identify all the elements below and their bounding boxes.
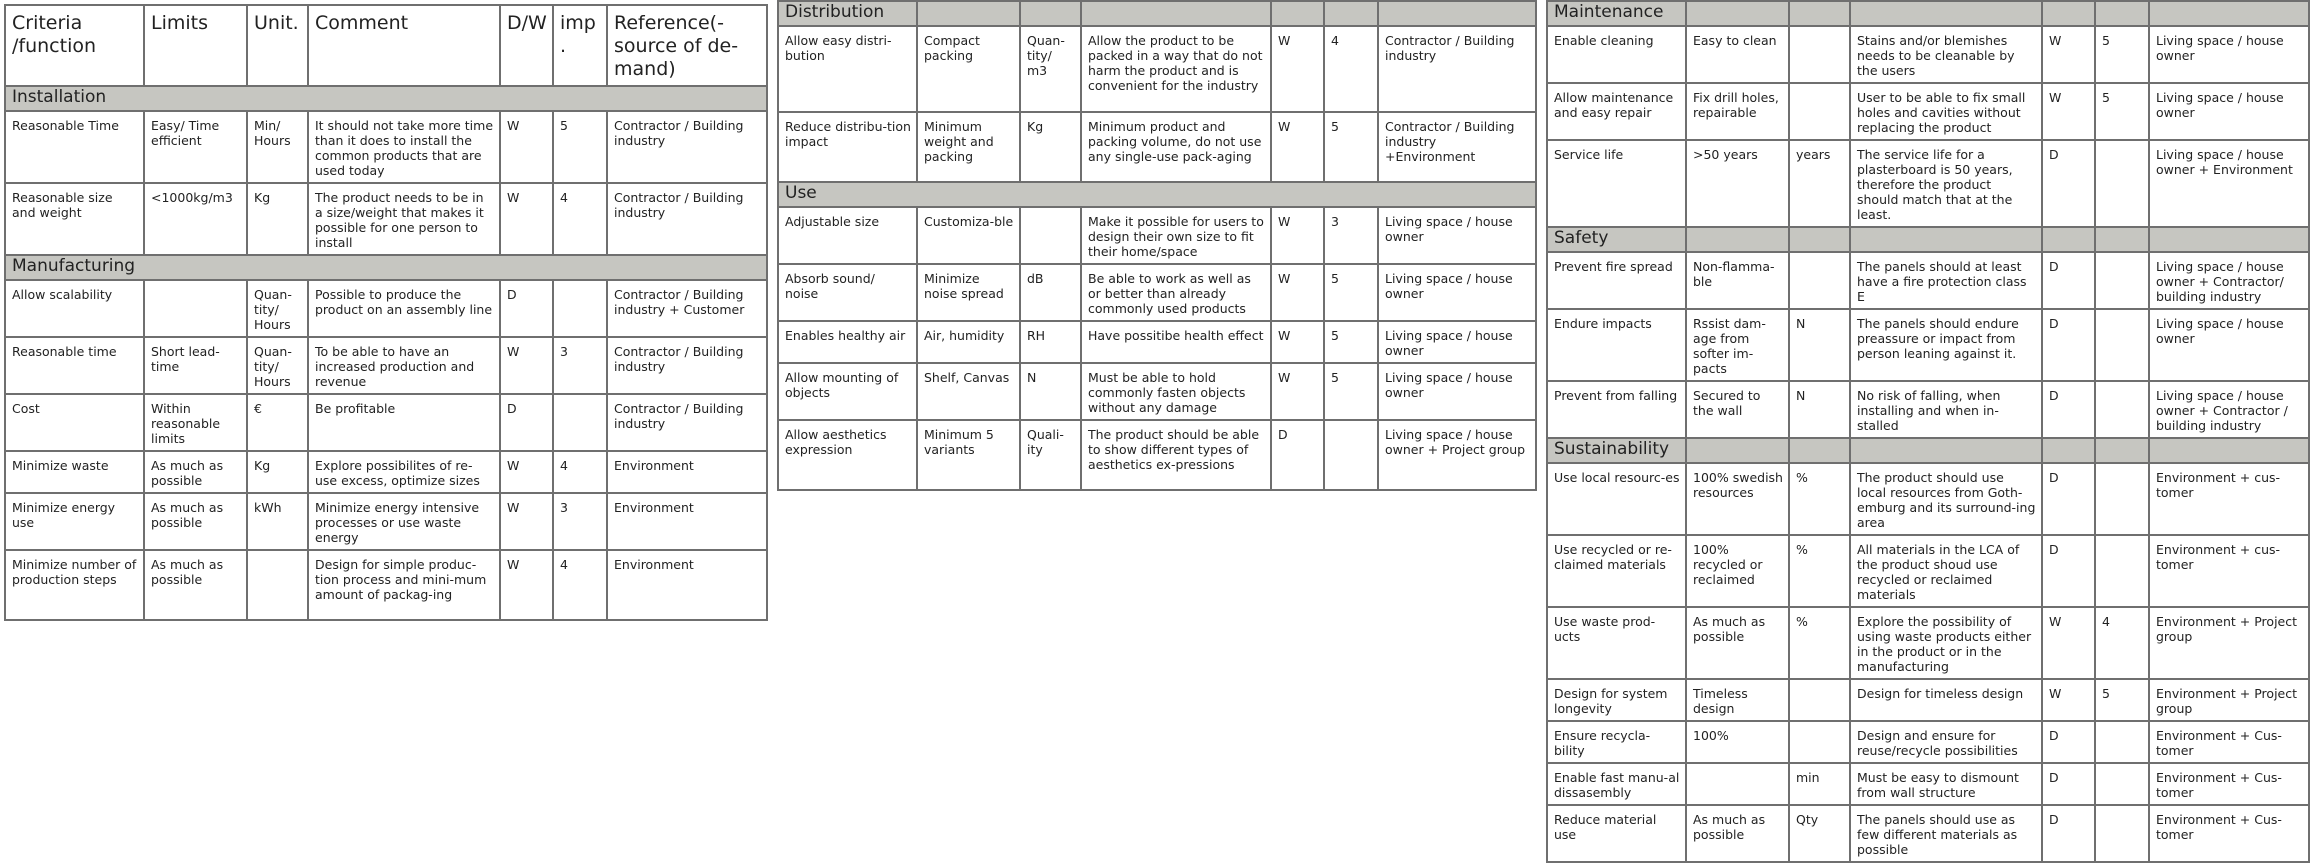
- cell-dw: D: [2042, 535, 2095, 607]
- cell-unit: %: [1789, 607, 1850, 679]
- cell-limits: Secured to the wall: [1686, 381, 1789, 438]
- cell-dw: W: [2042, 679, 2095, 721]
- table-row: [1547, 381, 2309, 438]
- cell-importance: [2095, 763, 2149, 805]
- header-row: [5, 5, 767, 86]
- cell-reference: Contractor / Building industry: [607, 394, 767, 451]
- cell-dw: D: [500, 394, 553, 451]
- cell-dw: D: [2042, 805, 2095, 862]
- cell-importance: 5: [1324, 112, 1378, 182]
- cell-comment: Explore possibilites of re-use excess, optimize sizes: [308, 451, 500, 493]
- requirements-table-panel-1: [4, 4, 768, 621]
- cell-reference: Living space / house owner: [2149, 26, 2309, 83]
- cell-reference: Living space / house owner: [2149, 309, 2309, 381]
- cell-importance: 5: [2095, 679, 2149, 721]
- cell-comment: Design and ensure for reuse/recycle possibilities: [1850, 721, 2042, 763]
- table-row: [1547, 763, 2309, 805]
- cell-unit: Kg: [247, 183, 308, 255]
- cell-unit: Quan-tity/ Hours: [247, 280, 308, 337]
- cell-unit: Qty: [1789, 805, 1850, 862]
- cell-limits: Fix drill holes, repairable: [1686, 83, 1789, 140]
- cell-dw: W: [500, 451, 553, 493]
- cell-dw: W: [1271, 207, 1324, 264]
- table-row: [1547, 607, 2309, 679]
- cell-dw: W: [2042, 26, 2095, 83]
- cell-importance: 5: [1324, 363, 1378, 420]
- cell-unit: [1789, 679, 1850, 721]
- cell-criteria: Use waste prod-ucts: [1547, 607, 1686, 679]
- cell-unit: [247, 550, 308, 620]
- cell-dw: D: [2042, 721, 2095, 763]
- cell-limits: Minimize noise spread: [917, 264, 1020, 321]
- cell-dw: W: [500, 111, 553, 183]
- table-row: [5, 550, 767, 620]
- header-reference: Reference(-source of de-mand): [607, 5, 767, 86]
- cell-limits: >50 years: [1686, 140, 1789, 227]
- cell-dw: W: [1271, 112, 1324, 182]
- cell-limits: Easy/ Time efficient: [144, 111, 247, 183]
- cell-limits: As much as possible: [1686, 805, 1789, 862]
- cell-reference: Environment: [607, 493, 767, 550]
- cell-dw: D: [2042, 309, 2095, 381]
- table-row: [5, 111, 767, 183]
- cell-importance: [2095, 140, 2149, 227]
- cell-importance: 4: [2095, 607, 2149, 679]
- cell-reference: Contractor / Building industry +Environment: [1378, 112, 1536, 182]
- cell-criteria: Reduce distribu-tion impact: [778, 112, 917, 182]
- table-row: [1547, 721, 2309, 763]
- cell-unit: Quan-tity/ m3: [1020, 26, 1081, 112]
- section-title: Manufacturing: [5, 255, 767, 280]
- cell-unit: [1789, 721, 1850, 763]
- cell-dw: W: [500, 493, 553, 550]
- cell-unit: [1789, 252, 1850, 309]
- table-row: [778, 207, 1536, 264]
- cell-dw: W: [1271, 321, 1324, 363]
- cell-criteria: Enables healthy air: [778, 321, 917, 363]
- cell-limits: Within reasonable limits: [144, 394, 247, 451]
- cell-comment: Stains and/or blemishes needs to be cleanable by the users: [1850, 26, 2042, 83]
- table-row: [1547, 679, 2309, 721]
- cell-criteria: Ensure recycla-bility: [1547, 721, 1686, 763]
- cell-importance: 5: [2095, 26, 2149, 83]
- cell-limits: Easy to clean: [1686, 26, 1789, 83]
- cell-criteria: Allow scalability: [5, 280, 144, 337]
- cell-importance: [553, 394, 607, 451]
- cell-reference: Contractor / Building industry + Customer: [607, 280, 767, 337]
- cell-reference: Living space / house owner + Contractor / building industry: [2149, 381, 2309, 438]
- cell-importance: [1324, 420, 1378, 490]
- section-header-sustainability: [1547, 438, 2309, 463]
- cell-criteria: Enable fast manu-al dissasembly: [1547, 763, 1686, 805]
- cell-comment: No risk of falling, when installing and when in-stalled: [1850, 381, 2042, 438]
- cell-comment: Allow the product to be packed in a way that do not harm the product and is convenient for the industry: [1081, 26, 1271, 112]
- cell-importance: 5: [1324, 321, 1378, 363]
- cell-comment: Must be able to hold commonly fasten objects without any damage: [1081, 363, 1271, 420]
- cell-limits: Shelf, Canvas: [917, 363, 1020, 420]
- cell-limits: 100% swedish resources: [1686, 463, 1789, 535]
- cell-unit: %: [1789, 535, 1850, 607]
- cell-reference: Environment + Cus-tomer: [2149, 805, 2309, 862]
- cell-unit: N: [1789, 309, 1850, 381]
- cell-criteria: Allow maintenance and easy repair: [1547, 83, 1686, 140]
- cell-importance: 5: [2095, 83, 2149, 140]
- table-row: [778, 112, 1536, 182]
- cell-importance: 3: [1324, 207, 1378, 264]
- cell-limits: As much as possible: [144, 493, 247, 550]
- cell-criteria: Adjustable size: [778, 207, 917, 264]
- header-importance: imp.: [553, 5, 607, 86]
- cell-criteria: Use local resourc-es: [1547, 463, 1686, 535]
- cell-importance: 4: [553, 550, 607, 620]
- cell-reference: Environment + Cus-tomer: [2149, 763, 2309, 805]
- cell-comment: The panels should at least have a fire protection class E: [1850, 252, 2042, 309]
- cell-reference: Environment + Project group: [2149, 679, 2309, 721]
- cell-dw: D: [2042, 763, 2095, 805]
- cell-importance: [2095, 721, 2149, 763]
- cell-unit: €: [247, 394, 308, 451]
- cell-importance: 4: [553, 451, 607, 493]
- cell-dw: D: [2042, 252, 2095, 309]
- cell-importance: [2095, 252, 2149, 309]
- header-comment: Comment: [308, 5, 500, 86]
- cell-importance: 5: [1324, 264, 1378, 321]
- requirements-table-1: [4, 4, 768, 621]
- cell-criteria: Use recycled or re-claimed materials: [1547, 535, 1686, 607]
- cell-dw: W: [1271, 26, 1324, 112]
- cell-limits: [144, 280, 247, 337]
- cell-limits: Non-flamma-ble: [1686, 252, 1789, 309]
- cell-importance: 4: [553, 183, 607, 255]
- cell-criteria: Minimize waste: [5, 451, 144, 493]
- cell-comment: To be able to have an increased production and revenue: [308, 337, 500, 394]
- cell-limits: Minimum weight and packing: [917, 112, 1020, 182]
- cell-criteria: Design for system longevity: [1547, 679, 1686, 721]
- cell-reference: Environment + cus-tomer: [2149, 463, 2309, 535]
- cell-reference: Environment + Cus-tomer: [2149, 721, 2309, 763]
- cell-criteria: Endure impacts: [1547, 309, 1686, 381]
- cell-dw: D: [2042, 140, 2095, 227]
- table-row: [5, 451, 767, 493]
- cell-criteria: Reduce material use: [1547, 805, 1686, 862]
- table-row: [778, 363, 1536, 420]
- cell-criteria: Enable cleaning: [1547, 26, 1686, 83]
- cell-unit: N: [1020, 363, 1081, 420]
- cell-reference: Contractor / Building industry: [1378, 26, 1536, 112]
- cell-limits: 100% recycled or reclaimed: [1686, 535, 1789, 607]
- cell-dw: W: [2042, 83, 2095, 140]
- cell-criteria: Minimize number of production steps: [5, 550, 144, 620]
- cell-dw: W: [500, 337, 553, 394]
- table-row: [778, 321, 1536, 363]
- cell-criteria: Allow mounting of objects: [778, 363, 917, 420]
- cell-criteria: Prevent from falling: [1547, 381, 1686, 438]
- cell-unit: [1789, 26, 1850, 83]
- table-row: [1547, 140, 2309, 227]
- section-header-installation: [5, 86, 767, 111]
- table-row: [1547, 535, 2309, 607]
- section-header-distribution: [778, 1, 1536, 26]
- cell-comment: All materials in the LCA of the product shoud use recycled or reclaimed materials: [1850, 535, 2042, 607]
- cell-dw: D: [2042, 381, 2095, 438]
- cell-limits: Rssist dam-age from softer im-pacts: [1686, 309, 1789, 381]
- cell-reference: Living space / house owner + Project group: [1378, 420, 1536, 490]
- cell-comment: Possible to produce the product on an assembly line: [308, 280, 500, 337]
- table-row: [1547, 309, 2309, 381]
- cell-reference: Contractor / Building industry: [607, 337, 767, 394]
- cell-dw: W: [1271, 264, 1324, 321]
- cell-dw: D: [2042, 463, 2095, 535]
- table-row: [778, 264, 1536, 321]
- cell-comment: The product should use local resources from Goth-emburg and its surround-ing area: [1850, 463, 2042, 535]
- cell-limits: [1686, 763, 1789, 805]
- header-limits: Limits: [144, 5, 247, 86]
- cell-dw: W: [500, 550, 553, 620]
- table-row: [778, 420, 1536, 490]
- cell-reference: Living space / house owner: [1378, 363, 1536, 420]
- cell-limits: Air, humidity: [917, 321, 1020, 363]
- cell-unit: years: [1789, 140, 1850, 227]
- cell-unit: Quali-ity: [1020, 420, 1081, 490]
- cell-reference: Environment + Project group: [2149, 607, 2309, 679]
- cell-limits: 100%: [1686, 721, 1789, 763]
- table-row: [1547, 463, 2309, 535]
- cell-limits: Customiza-ble: [917, 207, 1020, 264]
- cell-unit: kWh: [247, 493, 308, 550]
- requirements-table-panel-2: [777, 0, 1537, 491]
- requirements-table-3: [1546, 0, 2310, 863]
- section-title: Distribution: [778, 1, 917, 26]
- cell-reference: Environment + cus-tomer: [2149, 535, 2309, 607]
- cell-reference: Living space / house owner: [2149, 83, 2309, 140]
- cell-criteria: Absorb sound/ noise: [778, 264, 917, 321]
- cell-criteria: Reasonable size and weight: [5, 183, 144, 255]
- cell-importance: [2095, 309, 2149, 381]
- cell-importance: [2095, 381, 2149, 438]
- header-unit: Unit.: [247, 5, 308, 86]
- cell-reference: Living space / house owner: [1378, 207, 1536, 264]
- cell-importance: 3: [553, 493, 607, 550]
- cell-comment: Have possitibe health effect: [1081, 321, 1271, 363]
- cell-comment: The product should be able to show different types of aesthetics ex-pressions: [1081, 420, 1271, 490]
- cell-unit: [1789, 83, 1850, 140]
- cell-comment: Must be easy to dismount from wall structure: [1850, 763, 2042, 805]
- cell-dw: D: [500, 280, 553, 337]
- cell-comment: The product needs to be in a size/weight that makes it possible for one person to install: [308, 183, 500, 255]
- cell-criteria: Cost: [5, 394, 144, 451]
- table-row: [1547, 26, 2309, 83]
- cell-limits: As much as possible: [1686, 607, 1789, 679]
- cell-limits: Timeless design: [1686, 679, 1789, 721]
- cell-comment: The panels should endure preassure or impact from person leaning against it.: [1850, 309, 2042, 381]
- cell-criteria: Allow easy distri-bution: [778, 26, 917, 112]
- cell-reference: Living space / house owner: [1378, 264, 1536, 321]
- cell-dw: W: [2042, 607, 2095, 679]
- cell-reference: Contractor / Building industry: [607, 183, 767, 255]
- table-row: [778, 26, 1536, 112]
- table-row: [5, 183, 767, 255]
- section-header-use: [778, 182, 1536, 207]
- cell-unit: Kg: [1020, 112, 1081, 182]
- cell-comment: The panels should use as few different materials as possible: [1850, 805, 2042, 862]
- cell-unit: [1020, 207, 1081, 264]
- cell-dw: W: [500, 183, 553, 255]
- cell-reference: Living space / house owner + Environment: [2149, 140, 2309, 227]
- requirements-table-2: [777, 0, 1537, 491]
- cell-comment: Be profitable: [308, 394, 500, 451]
- cell-limits: As much as possible: [144, 451, 247, 493]
- cell-unit: N: [1789, 381, 1850, 438]
- table-row: [5, 337, 767, 394]
- cell-importance: 5: [553, 111, 607, 183]
- cell-comment: Minimum product and packing volume, do not use any single-use pack-aging: [1081, 112, 1271, 182]
- cell-reference: Living space / house owner: [1378, 321, 1536, 363]
- cell-criteria: Reasonable Time: [5, 111, 144, 183]
- cell-importance: 3: [553, 337, 607, 394]
- cell-unit: min: [1789, 763, 1850, 805]
- cell-unit: %: [1789, 463, 1850, 535]
- cell-comment: Design for timeless design: [1850, 679, 2042, 721]
- table-row: [5, 493, 767, 550]
- cell-criteria: Minimize energy use: [5, 493, 144, 550]
- cell-unit: Quan-tity/ Hours: [247, 337, 308, 394]
- cell-dw: D: [1271, 420, 1324, 490]
- table-row: [5, 394, 767, 451]
- cell-unit: dB: [1020, 264, 1081, 321]
- cell-reference: Contractor / Building industry: [607, 111, 767, 183]
- cell-comment: Make it possible for users to design their own size to fit their home/space: [1081, 207, 1271, 264]
- cell-importance: [2095, 535, 2149, 607]
- section-header-safety: [1547, 227, 2309, 252]
- cell-comment: Design for simple produc-tion process and mini-mum amount of packag-ing: [308, 550, 500, 620]
- section-title: Safety: [1547, 227, 1686, 252]
- cell-criteria: Allow aesthetics expression: [778, 420, 917, 490]
- cell-comment: Explore the possibility of using waste products either in the product or in the manufacturing: [1850, 607, 2042, 679]
- cell-comment: User to be able to fix small holes and cavities without replacing the product: [1850, 83, 2042, 140]
- cell-reference: Environment: [607, 550, 767, 620]
- table-row: [1547, 83, 2309, 140]
- header-criteria: Criteria /function: [5, 5, 144, 86]
- header-dw: D/W: [500, 5, 553, 86]
- cell-unit: Min/ Hours: [247, 111, 308, 183]
- cell-unit: RH: [1020, 321, 1081, 363]
- cell-reference: Living space / house owner + Contractor/ building industry: [2149, 252, 2309, 309]
- cell-limits: Minimum 5 variants: [917, 420, 1020, 490]
- cell-comment: The service life for a plasterboard is 50 years, therefore the product should match that at the least.: [1850, 140, 2042, 227]
- cell-dw: W: [1271, 363, 1324, 420]
- cell-limits: Compact packing: [917, 26, 1020, 112]
- cell-limits: As much as possible: [144, 550, 247, 620]
- cell-comment: It should not take more time than it does to install the common products that are used today: [308, 111, 500, 183]
- requirements-table-panel-3: [1546, 0, 2310, 863]
- section-title: Maintenance: [1547, 1, 1686, 26]
- section-title: Installation: [5, 86, 767, 111]
- section-title: Sustainability: [1547, 438, 1686, 463]
- cell-importance: [553, 280, 607, 337]
- table-row: [1547, 252, 2309, 309]
- cell-importance: 4: [1324, 26, 1378, 112]
- cell-comment: Minimize energy intensive processes or use waste energy: [308, 493, 500, 550]
- section-title: Use: [778, 182, 1536, 207]
- cell-criteria: Reasonable time: [5, 337, 144, 394]
- section-header-manufacturing: [5, 255, 767, 280]
- cell-limits: Short lead-time: [144, 337, 247, 394]
- cell-reference: Environment: [607, 451, 767, 493]
- table-row: [5, 280, 767, 337]
- cell-criteria: Prevent fire spread: [1547, 252, 1686, 309]
- cell-comment: Be able to work as well as or better than already commonly used products: [1081, 264, 1271, 321]
- cell-unit: Kg: [247, 451, 308, 493]
- cell-limits: <1000kg/m3: [144, 183, 247, 255]
- cell-criteria: Service life: [1547, 140, 1686, 227]
- cell-importance: [2095, 463, 2149, 535]
- section-header-maintenance: [1547, 1, 2309, 26]
